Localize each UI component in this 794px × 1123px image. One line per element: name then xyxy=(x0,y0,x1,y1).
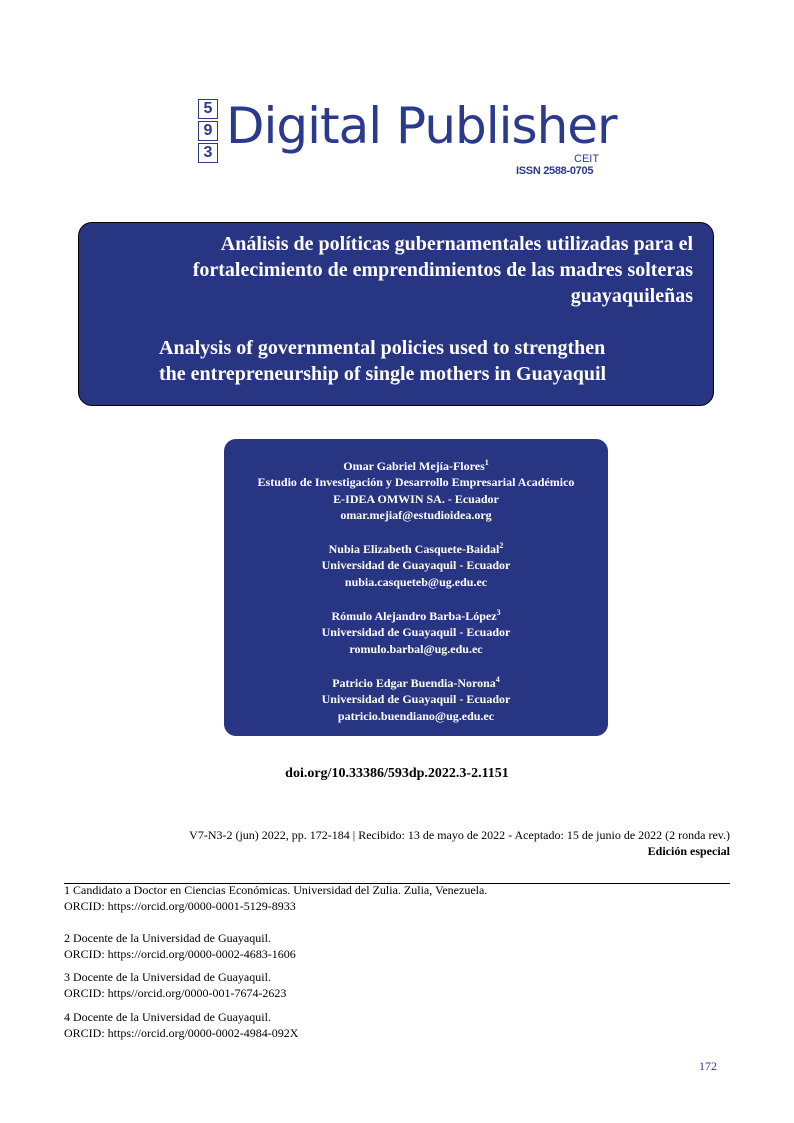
footnote-orcid[interactable]: ORCID: https://orcid.org/0000-0001-5129-8933 xyxy=(64,899,296,913)
author-email[interactable]: patricio.buendiano@ug.edu.ec xyxy=(337,708,495,723)
logo-digit: 3 xyxy=(198,143,218,163)
doi-link[interactable]: doi.org/10.33386/593dp.2022.3-2.1151 xyxy=(285,766,509,781)
footnote-orcid[interactable]: ORCID: https//orcid.org/0000-001-7674-2623 xyxy=(64,986,287,1000)
logo-sub: CEIT xyxy=(574,153,600,165)
edition-label: Edición especial xyxy=(647,844,730,858)
author-block xyxy=(224,605,608,657)
title-box xyxy=(78,222,714,406)
logo-issn: ISSN 2588-0705 xyxy=(516,165,594,177)
author-email[interactable]: omar.mejiaf@estudioidea.org xyxy=(340,507,492,522)
author-name: Nubia Elizabeth Casquete-Baidal$^2$ xyxy=(328,541,504,557)
footnote xyxy=(64,969,286,1001)
author-name: Omar Gabriel Mejía-Flores$^1$ xyxy=(343,458,489,473)
author-affiliation: Estudio de Investigación y Desarrollo Empresarial Académico xyxy=(257,475,575,490)
publication-line: V7-N3-2 (jun) 2022, pp. 172-184 | Recibido: 13 de mayo de 2022 - Aceptado: 15 de junio de 2022 (2 ronda rev.) xyxy=(189,828,730,842)
author-affiliation: Universidad de Guayaquil - Ecuador xyxy=(321,558,511,573)
author-affiliation: Universidad de Guayaquil - Ecuador xyxy=(321,692,511,707)
author-name: Patricio Edgar Buendia-Norona$^4$ xyxy=(332,674,500,690)
title-en-line: Analysis of governmental policies used to strengthen xyxy=(159,337,606,359)
author-email[interactable]: nubia.casqueteb@ug.edu.ec xyxy=(344,574,488,589)
page-number: 172 xyxy=(699,1059,717,1073)
author-block xyxy=(224,455,608,523)
author-block xyxy=(224,538,608,590)
author-affiliation: Universidad de Guayaquil - Ecuador xyxy=(321,625,511,640)
logo-digit: 9 xyxy=(198,121,218,141)
footnote-text: 3 Docente de la Universidad de Guayaquil. xyxy=(64,970,271,984)
authors-box xyxy=(224,439,608,736)
publication-info xyxy=(189,827,730,859)
title-en-line: the entrepreneurship of single mothers in Guayaquil xyxy=(159,363,607,385)
title-english xyxy=(159,335,659,387)
footnote xyxy=(64,1009,298,1041)
author-affiliation: E-IDEA OMWIN SA. - Ecuador xyxy=(333,491,499,506)
author-name: Rómulo Alejandro Barba-López$^3$ xyxy=(331,608,501,624)
title-es-line: fortalecimiento de emprendimientos de las madres solteras xyxy=(192,259,693,281)
footnote-text: 1 Candidato a Doctor en Ciencias Económicas. Universidad del Zulia. Zulia, Venezuela. xyxy=(64,883,488,897)
footnote-text: 4 Docente de la Universidad de Guayaquil. xyxy=(64,1010,271,1024)
footnote-orcid[interactable]: ORCID: https://orcid.org/0000-0002-4683-1606 xyxy=(64,947,296,961)
logo-name: Digital Publisher xyxy=(226,97,617,155)
logo-digit: 5 xyxy=(198,99,218,119)
title-es-line: guayaquileñas xyxy=(570,285,693,307)
title-spanish xyxy=(133,231,693,309)
footnote-orcid[interactable]: ORCID: https://orcid.org/0000-0002-4984-092X xyxy=(64,1026,299,1040)
footnote xyxy=(64,882,487,914)
title-es-line: Análisis de políticas gubernamentales utilizadas para el xyxy=(220,233,693,255)
logo-digits xyxy=(198,99,220,163)
author-email[interactable]: romulo.barbal@ug.edu.ec xyxy=(349,641,483,656)
author-block xyxy=(224,672,608,724)
footnote xyxy=(64,930,296,962)
footnote-text: 2 Docente de la Universidad de Guayaquil. xyxy=(64,931,271,945)
